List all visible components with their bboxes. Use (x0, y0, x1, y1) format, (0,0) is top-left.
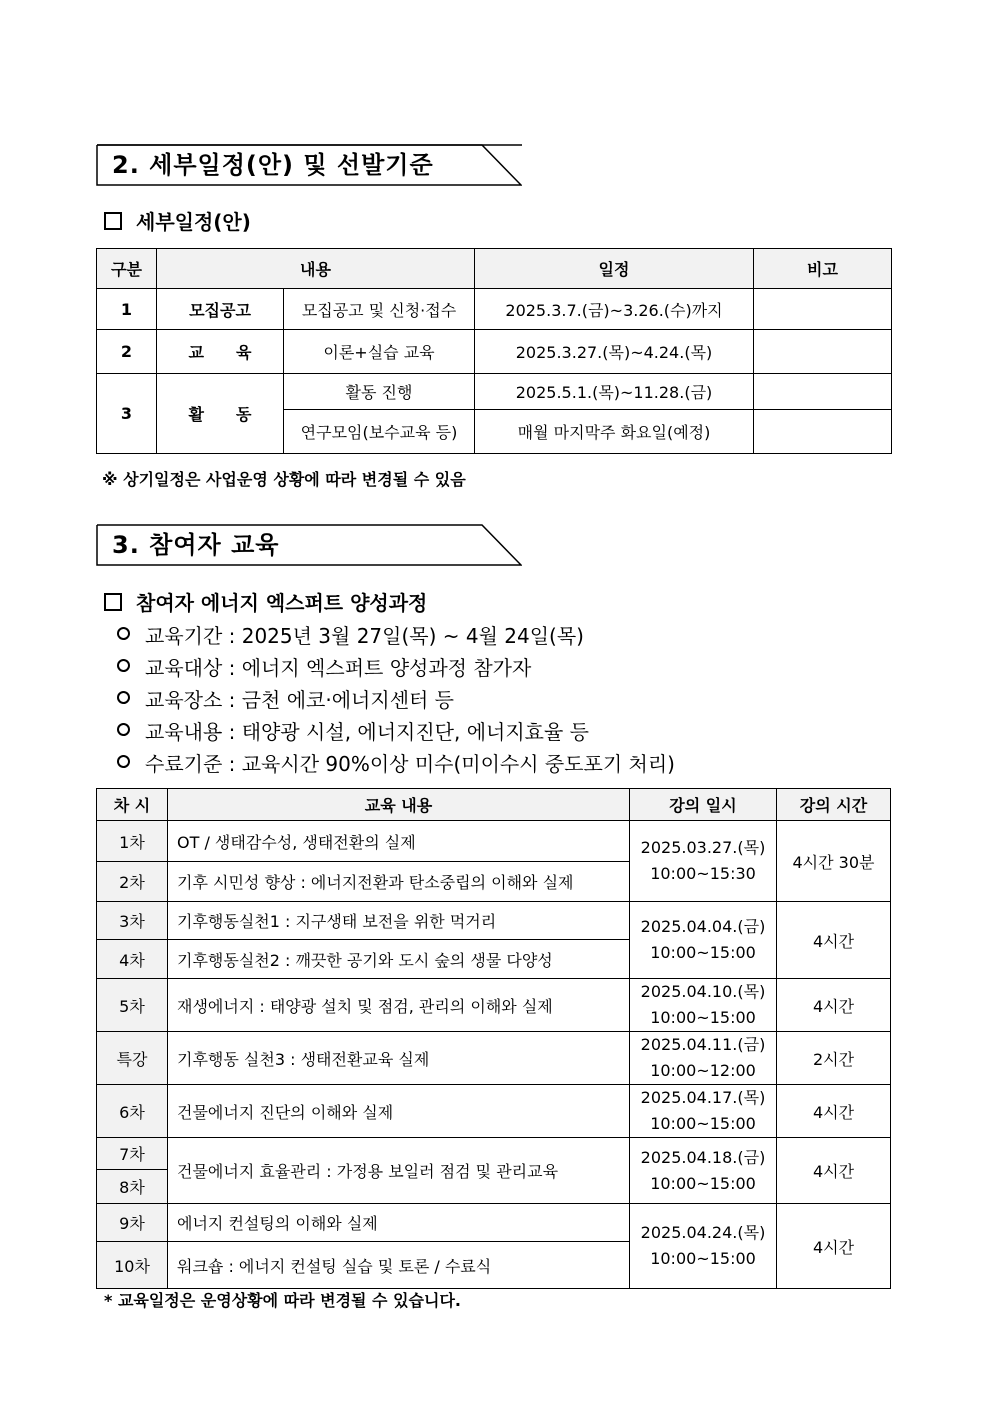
session-datetime (630, 1138, 777, 1204)
header-schedule: 일정 (475, 249, 754, 289)
checkbox-square-icon (104, 593, 122, 611)
list-item (117, 718, 675, 750)
row-note (754, 410, 892, 454)
education-footnote: * 교육일정은 운영상황에 따라 변경될 수 있습니다. (104, 1291, 461, 1310)
session-no: 2차 (97, 862, 168, 902)
schedule-footnote: ※ 상기일정은 사업운영 상황에 따라 변경될 수 있음 (102, 470, 466, 489)
session-no: 7차 (97, 1138, 168, 1170)
table-row (97, 902, 891, 940)
table-row (97, 1085, 891, 1138)
row-content: 연구모임(보수교육 등) (284, 410, 475, 454)
course-info-list (117, 622, 675, 782)
course-subheading-text: 참여자 에너지 엑스퍼트 양성과정 (136, 591, 428, 615)
circle-bullet-icon (117, 627, 130, 640)
table-row (97, 1204, 891, 1242)
session-time: 10:00~15:00 (650, 1114, 756, 1133)
course-info-text: 교육대상 : 에너지 엑스퍼트 양성과정 참가자 (145, 656, 532, 680)
row-id: 2 (97, 330, 157, 374)
circle-bullet-icon (117, 723, 130, 736)
session-time: 10:00~15:00 (650, 1173, 756, 1193)
session-datetime (630, 902, 777, 979)
schedule-subheading-text: 세부일정(안) (136, 210, 251, 234)
table-row (97, 979, 891, 1032)
session-time: 10:00~15:00 (650, 943, 756, 962)
course-subheading (104, 587, 427, 616)
header-content: 교육 내용 (168, 789, 630, 821)
table-row (97, 289, 892, 330)
session-no: 3차 (97, 902, 168, 940)
session-content: 기후행동실천2 : 깨끗한 공기와 도시 숲의 생물 다양성 (168, 940, 630, 979)
row-category: 교 육 (157, 330, 284, 374)
list-item (117, 686, 675, 718)
session-date: 2025.04.24.(목) (640, 1223, 766, 1242)
header-note: 비고 (754, 249, 892, 289)
list-item (117, 654, 675, 686)
header-session: 차 시 (97, 789, 168, 821)
session-content: 기후 시민성 향상 : 에너지전환과 탄소중립의 이해와 실제 (168, 862, 630, 902)
section-3-title: 3. 참여자 교육 (112, 531, 280, 559)
table-row (97, 374, 892, 410)
row-note (754, 374, 892, 410)
session-date: 2025.04.11.(금) (640, 1035, 766, 1054)
session-content: 에너지 컨설팅의 이해와 실제 (168, 1204, 630, 1242)
row-note (754, 289, 892, 330)
session-datetime (630, 1204, 777, 1289)
course-info-text: 수료기준 : 교육시간 90%이상 미수(미이수시 중도포기 처리) (145, 752, 675, 776)
session-date: 2025.04.17.(목) (640, 1088, 766, 1107)
table-header-row (97, 249, 892, 289)
header-hours: 강의 시간 (777, 789, 891, 821)
session-time: 10:00~12:00 (650, 1061, 756, 1080)
session-content: 건물에너지 효율관리 : 가정용 보일러 점검 및 관리교육 (168, 1138, 630, 1204)
course-info-text: 교육장소 : 금천 에코·에너지센터 등 (145, 688, 455, 712)
session-no: 4차 (97, 940, 168, 979)
section-2-title: 2. 세부일정(안) 및 선발기준 (112, 151, 434, 179)
session-no: 1차 (97, 821, 168, 862)
session-time: 10:00~15:00 (650, 1008, 756, 1027)
list-item (117, 622, 675, 654)
row-content: 이론+실습 교육 (284, 330, 475, 374)
session-datetime (630, 979, 777, 1032)
session-hours: 4시간 (777, 1138, 891, 1204)
row-schedule: 2025.3.27.(목)~4.24.(목) (475, 330, 754, 374)
row-category: 모집공고 (157, 289, 284, 330)
session-no: 특강 (97, 1032, 168, 1085)
session-time: 10:00~15:30 (650, 864, 756, 883)
education-table (96, 788, 891, 1289)
session-content: OT / 생태감수성, 생태전환의 실제 (168, 821, 630, 862)
header-date: 강의 일시 (630, 789, 777, 821)
course-info-text: 교육기간 : 2025년 3월 27일(목) ~ 4월 24일(목) (145, 624, 584, 648)
checkbox-square-icon (104, 212, 122, 230)
circle-bullet-icon (117, 755, 130, 768)
list-item (117, 750, 675, 782)
session-hours: 4시간 (777, 1204, 891, 1289)
session-hours: 4시간 30분 (777, 821, 891, 902)
session-no: 6차 (97, 1085, 168, 1138)
row-content: 모집공고 및 신청·접수 (284, 289, 475, 330)
session-hours: 4시간 (777, 979, 891, 1032)
session-time: 10:00~15:00 (650, 1249, 756, 1268)
session-date: 2025.04.18.(금) (640, 1147, 766, 1167)
row-id: 3 (97, 374, 157, 454)
session-hours: 2시간 (777, 1032, 891, 1085)
table-header-row (97, 789, 891, 821)
circle-bullet-icon (117, 691, 130, 704)
session-datetime (630, 821, 777, 902)
session-datetime (630, 1085, 777, 1138)
course-info-text: 교육내용 : 태양광 시설, 에너지진단, 에너지효율 등 (145, 720, 589, 744)
table-row (97, 330, 892, 374)
session-content: 기후행동실천1 : 지구생태 보전을 위한 먹거리 (168, 902, 630, 940)
row-schedule: 매월 마지막주 화요일(예정) (475, 410, 754, 454)
table-row (97, 821, 891, 862)
session-no: 8차 (97, 1170, 168, 1204)
header-category: 구분 (97, 249, 157, 289)
header-content: 내용 (157, 249, 475, 289)
session-date: 2025.04.10.(목) (640, 982, 766, 1001)
section-3-header (96, 524, 522, 566)
session-content: 워크숍 : 에너지 컨설팅 실습 및 토론 / 수료식 (168, 1242, 630, 1289)
row-note (754, 330, 892, 374)
table-row (97, 1032, 891, 1085)
section-2-header (96, 144, 522, 186)
session-no: 5차 (97, 979, 168, 1032)
session-content: 재생에너지 : 태양광 설치 및 점검, 관리의 이해와 실제 (168, 979, 630, 1032)
schedule-table (96, 248, 892, 454)
row-id: 1 (97, 289, 157, 330)
row-schedule: 2025.5.1.(목)~11.28.(금) (475, 374, 754, 410)
row-content: 활동 진행 (284, 374, 475, 410)
session-date: 2025.03.27.(목) (640, 838, 766, 857)
circle-bullet-icon (117, 659, 130, 672)
table-row (97, 1138, 891, 1170)
session-datetime (630, 1032, 777, 1085)
session-date: 2025.04.04.(금) (640, 917, 766, 936)
schedule-subheading (104, 206, 251, 235)
row-category: 활 동 (157, 374, 284, 454)
session-no: 10차 (97, 1242, 168, 1289)
session-hours: 4시간 (777, 902, 891, 979)
row-schedule: 2025.3.7.(금)~3.26.(수)까지 (475, 289, 754, 330)
session-content: 건물에너지 진단의 이해와 실제 (168, 1085, 630, 1138)
session-no: 9차 (97, 1204, 168, 1242)
session-hours: 4시간 (777, 1085, 891, 1138)
session-content: 기후행동 실천3 : 생태전환교육 실제 (168, 1032, 630, 1085)
